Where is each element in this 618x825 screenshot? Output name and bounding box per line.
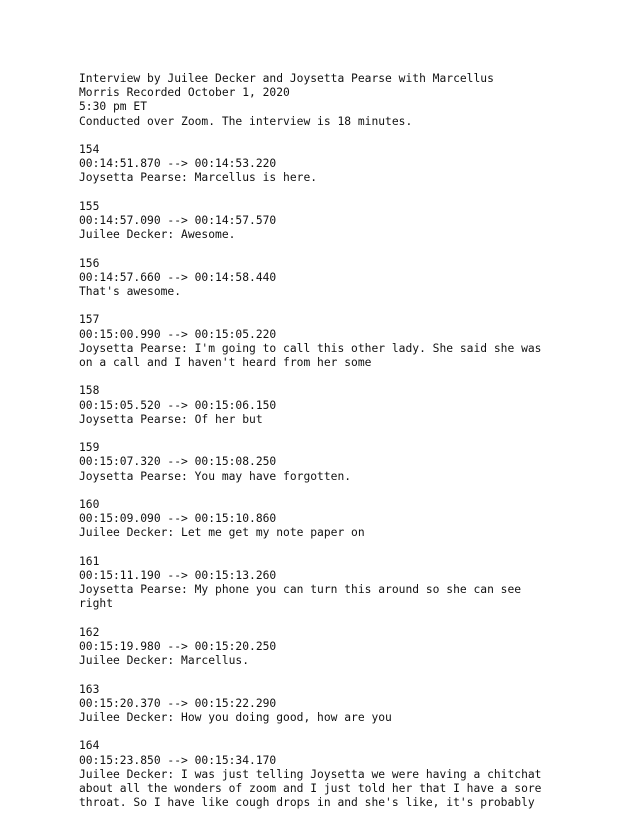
caption-text: Juilee Decker: I was just telling Joysetta we were having a chitchat xyxy=(79,767,542,781)
caption-timestamp: 00:15:00.990 --> 00:15:05.220 xyxy=(79,327,277,341)
caption-timestamp: 00:15:11.190 --> 00:15:13.260 xyxy=(79,568,277,582)
header-line: Conducted over Zoom. The interview is 18 minutes. xyxy=(79,114,413,128)
caption-text: Joysetta Pearse: I'm going to call this other lady. She said she was xyxy=(79,341,542,355)
caption-text: That's awesome. xyxy=(79,285,182,298)
caption-entry-155 xyxy=(79,200,599,243)
caption-number: 158 xyxy=(79,384,100,398)
header-line: Interview by Juilee Decker and Joysetta Pearse with Marcellus xyxy=(79,72,494,85)
caption-text: Joysetta Pearse: Marcellus is here. xyxy=(79,171,318,185)
caption-text: about all the wonders of zoom and I just told her that I have a sore xyxy=(79,781,542,795)
caption-entry-159 xyxy=(79,441,599,484)
caption-timestamp: 00:14:51.870 --> 00:14:53.220 xyxy=(79,157,277,171)
caption-text: Juilee Decker: Marcellus. xyxy=(79,654,250,668)
caption-entry-156 xyxy=(79,257,599,300)
caption-entry-163 xyxy=(79,683,599,726)
caption-entry-158 xyxy=(79,384,599,427)
caption-number: 161 xyxy=(79,554,100,568)
caption-text: right xyxy=(79,597,114,611)
caption-entry-154 xyxy=(79,143,599,186)
caption-entry-162 xyxy=(79,626,599,669)
transcript-header xyxy=(79,72,599,129)
caption-entry-161 xyxy=(79,555,599,612)
caption-text: Juilee Decker: Awesome. xyxy=(79,228,236,242)
caption-text: Juilee Decker: Let me get my note paper on xyxy=(79,526,365,540)
caption-number: 154 xyxy=(79,143,100,156)
caption-number: 162 xyxy=(79,625,100,639)
caption-number: 156 xyxy=(79,256,100,270)
caption-timestamp: 00:15:23.850 --> 00:15:34.170 xyxy=(79,753,277,767)
header-line: 5:30 pm ET xyxy=(79,100,148,114)
caption-number: 164 xyxy=(79,739,100,753)
caption-entry-160 xyxy=(79,498,599,541)
caption-text: Joysetta Pearse: My phone you can turn this around so she can see xyxy=(79,583,522,597)
header-line: Morris Recorded October 1, 2020 xyxy=(79,86,290,100)
caption-number: 163 xyxy=(79,682,100,696)
caption-timestamp: 00:15:09.090 --> 00:15:10.860 xyxy=(79,512,277,526)
caption-entry-157 xyxy=(79,313,599,370)
caption-number: 159 xyxy=(79,441,100,455)
caption-timestamp: 00:14:57.090 --> 00:14:57.570 xyxy=(79,214,277,227)
caption-text: on a call and I haven't heard from her some xyxy=(79,356,372,369)
caption-timestamp: 00:15:07.320 --> 00:15:08.250 xyxy=(79,455,277,469)
caption-number: 155 xyxy=(79,199,100,213)
transcript-page xyxy=(79,72,599,825)
caption-text: Juilee Decker: How you doing good, how are you xyxy=(79,710,392,724)
caption-text: Joysetta Pearse: Of her but xyxy=(79,412,263,426)
caption-timestamp: 00:15:20.370 --> 00:15:22.290 xyxy=(79,696,277,710)
caption-timestamp: 00:15:05.520 --> 00:15:06.150 xyxy=(79,398,277,412)
caption-timestamp: 00:15:19.980 --> 00:15:20.250 xyxy=(79,639,277,653)
caption-timestamp: 00:14:57.660 --> 00:14:58.440 xyxy=(79,270,277,284)
caption-text: throat. So I have like cough drops in and she's like, it's probably xyxy=(79,796,535,810)
caption-text: Joysetta Pearse: You may have forgotten. xyxy=(79,469,352,483)
caption-number: 157 xyxy=(79,313,100,327)
caption-number: 160 xyxy=(79,497,100,511)
